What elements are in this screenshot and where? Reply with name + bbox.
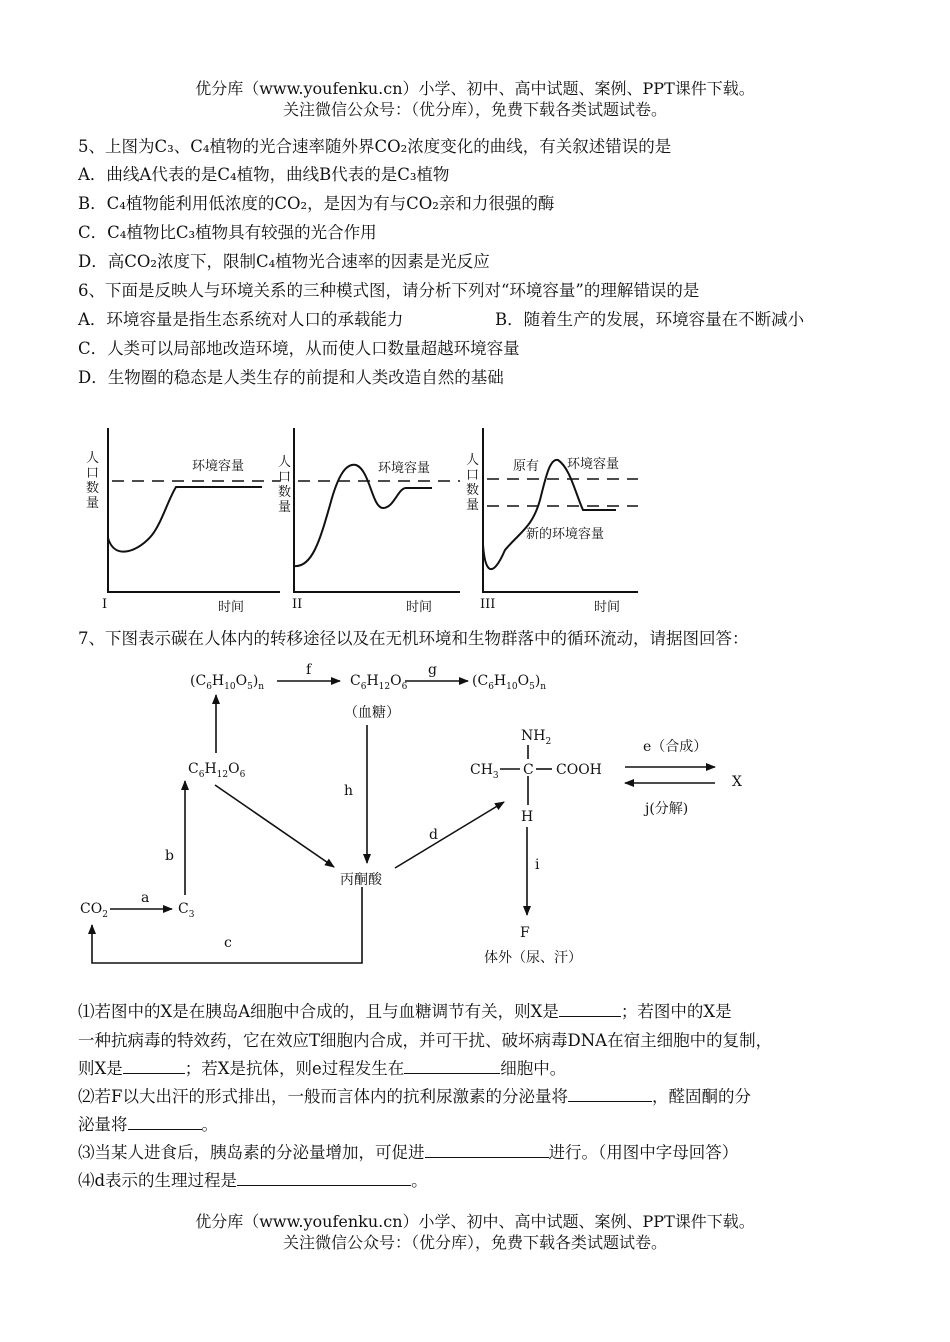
q7-p2-text-4: 。 [201,1115,218,1134]
q7-answer-blank-3[interactable] [404,1057,500,1074]
graph-2-ylabel-2: 口 [278,470,292,485]
graph-2-xlabel: 时间 [406,600,433,615]
graph-1-curve [108,487,262,552]
q7-answer-blank-4[interactable] [568,1085,652,1102]
graph-1-ylabel-2: 口 [86,466,100,481]
footer-line-1: 优分库（www.youfenku.cn）小学、初中、高中试题、案例、PPT课件下载。 [195,1212,755,1231]
q7-p1-text-2: ；若图中的X是 [620,1002,732,1021]
q7-answer-blank-2[interactable] [123,1057,185,1074]
q7-part4 [78,1169,878,1193]
q7-part2-line2 [78,1113,878,1137]
graph-1-xlabel: 时间 [218,600,245,615]
q7-stem: 7、下图表示碳在人体内的转移途径以及在无机环境和生物群落中的循环流动，请据图回答： [78,629,749,648]
q5-option-a: A．曲线A代表的是C₄植物，曲线B代表的是C₃植物 [78,165,450,184]
glucose-top: $C_6H_{12}O_6$ [350,673,408,692]
body-out-label: 体外（尿、汗） [484,950,582,966]
arrow-c [92,887,362,963]
amino-ch3: $CH_3$ [470,762,499,781]
graph-3-roman: III [480,597,496,612]
q7-p4-text-2: 。 [411,1171,428,1190]
q7-p2-text-1: ⑵若F以大出汗的形式排出，一般而言体内的抗利尿激素的分泌量将 [78,1087,568,1106]
footer-line-2: 关注微信公众号：（优分库），免费下载各类试题试卷。 [282,1233,667,1252]
q7-p3-text-1: ⑶当某人进食后，胰岛素的分泌量增加，可促进 [78,1143,425,1162]
arrow-g-label: g [428,662,437,678]
graph-2-capacity-label: 环境容量 [378,461,431,476]
graph-1-ylabel-3: 数 [86,481,100,496]
graph-2-ylabel-1: 人 [278,455,292,470]
arrow-i-label: i [535,857,540,873]
graph-3-ylabel-1: 人 [466,453,480,468]
q5-option-b: B．C₄植物能利用低浓度的CO₂，是因为有与CO₂亲和力很强的酶 [78,194,555,213]
graph-2-roman: II [292,597,303,612]
q7-answer-blank-7[interactable] [237,1169,411,1186]
graph-1-roman: I [102,597,108,612]
q6-stem: 6、下面是反映人与环境关系的三种模式图，请分析下列对“环境容量”的理解错误的是 [78,281,700,300]
q5-option-d: D．高CO₂浓度下，限制C₄植物光合速率的因素是光反应 [78,252,490,271]
amino-h: H [521,809,534,825]
glycogen-left: $(C_6H_{10}O_5)_n$ [190,673,265,692]
graph-3-xlabel: 时间 [594,600,621,615]
q6-option-c: C．人类可以局部地改造环境，从而使人口数量超越环境容量 [78,339,520,358]
q7-p4-text-1: ⑷d表示的生理过程是 [78,1171,238,1190]
graph-3-original-label: 原有 [513,459,540,474]
arrow-b-label: b [165,848,174,864]
glycogen-right: $(C_6H_{10}O_5)_n$ [472,673,547,692]
amino-c: C [523,762,534,778]
q7-answer-blank-6[interactable] [425,1141,549,1158]
header-line-1: 优分库（www.youfenku.cn）小学、初中、高中试题、案例、PPT课件下载。 [195,79,755,98]
graph-3-ylabel-3: 数 [466,483,480,498]
carbon-diagram [70,655,790,975]
q5-option-c: C．C₄植物比C₃植物具有较强的光合作用 [78,223,377,242]
graph-1-ylabel-1: 人 [86,451,100,466]
arrow-h-label: h [344,783,354,799]
q7-answer-blank-1[interactable] [559,1000,621,1017]
arrow-c-label: c [224,935,232,951]
graph-2-ylabel-3: 数 [278,485,292,500]
arrow-f-label: f [306,662,312,678]
graph-3-ylabel-2: 口 [466,468,480,483]
q7-p2-text-3: 泌量将 [78,1115,128,1134]
graph-2-ylabel-4: 量 [278,500,292,515]
graph-3-new-capacity-label: 新的环境容量 [526,527,605,542]
q7-part1-line2: 一种抗病毒的特效药，它在效应T细胞内合成，并可干扰、破坏病毒DNA在宿主细胞中的复制， [78,1031,773,1050]
graph-3-ylabel-4: 量 [466,498,480,513]
glucose-left: $C_6H_{12}O_6$ [188,761,246,780]
amino-nh2: $NH_2$ [521,728,552,747]
graph-3-curve [483,460,616,569]
arrow-a-label: a [141,890,150,906]
arrow-d [395,802,504,868]
q7-part1-line3 [78,1057,878,1081]
f-node: F [520,925,530,941]
graph-1-ylabel-4: 量 [86,496,100,511]
graph-2-axes [294,428,460,592]
graph-1-axes [108,428,280,592]
amino-cooh: COOH [556,762,602,778]
x-node: X [732,774,742,790]
arrow-glucose-to-pyruvate [215,785,334,867]
q6-option-d: D．生物圈的稳态是人类生存的前提和人类改造自然的基础 [78,368,504,387]
graph-2-curve [294,465,432,566]
graph-1-capacity-label: 环境容量 [192,459,245,474]
q7-part2-line1 [78,1085,878,1109]
blood-sugar-label: （血糖） [344,705,400,721]
q7-p1-text-5: ；若X是抗体，则e过程发生在 [184,1059,405,1078]
q7-p3-text-2: 进行。（用图中字母回答） [548,1143,739,1162]
graph-3-capacity-label: 环境容量 [567,457,620,472]
q7-p2-text-2: ，醛固酮的分 [651,1087,751,1106]
q5-stem: 5、上图为C₃、C₄植物的光合速率随外界CO₂浓度变化的曲线，有关叙述错误的是 [78,137,672,156]
arrow-j-label: j(分解) [645,801,689,817]
q7-p1-text-6: 细胞中。 [500,1059,567,1078]
arrow-d-label: d [429,827,438,843]
header-line-2: 关注微信公众号：（优分库），免费下载各类试题试卷。 [282,100,667,119]
q7-part3 [78,1141,878,1165]
q7-answer-blank-5[interactable] [128,1113,202,1130]
arrow-e-label: e（合成） [643,739,708,755]
q6-option-a: A．环境容量是指生态系统对人口的承载能力 [78,310,404,329]
q7-p1-text-4: 则X是 [78,1059,123,1078]
population-graphs [80,420,660,620]
c3-node: $C_3$ [178,901,195,920]
q7-p1-text-1: ⑴若图中的X是在胰岛A细胞中合成的，且与血糖调节有关，则X是 [78,1002,559,1021]
pyruvate-node: 丙酮酸 [340,872,382,888]
q6-option-b: B．随着生产的发展，环境容量在不断减小 [495,310,805,329]
co2-node: $CO_2$ [80,901,108,920]
q7-part1-line1 [78,1000,878,1024]
